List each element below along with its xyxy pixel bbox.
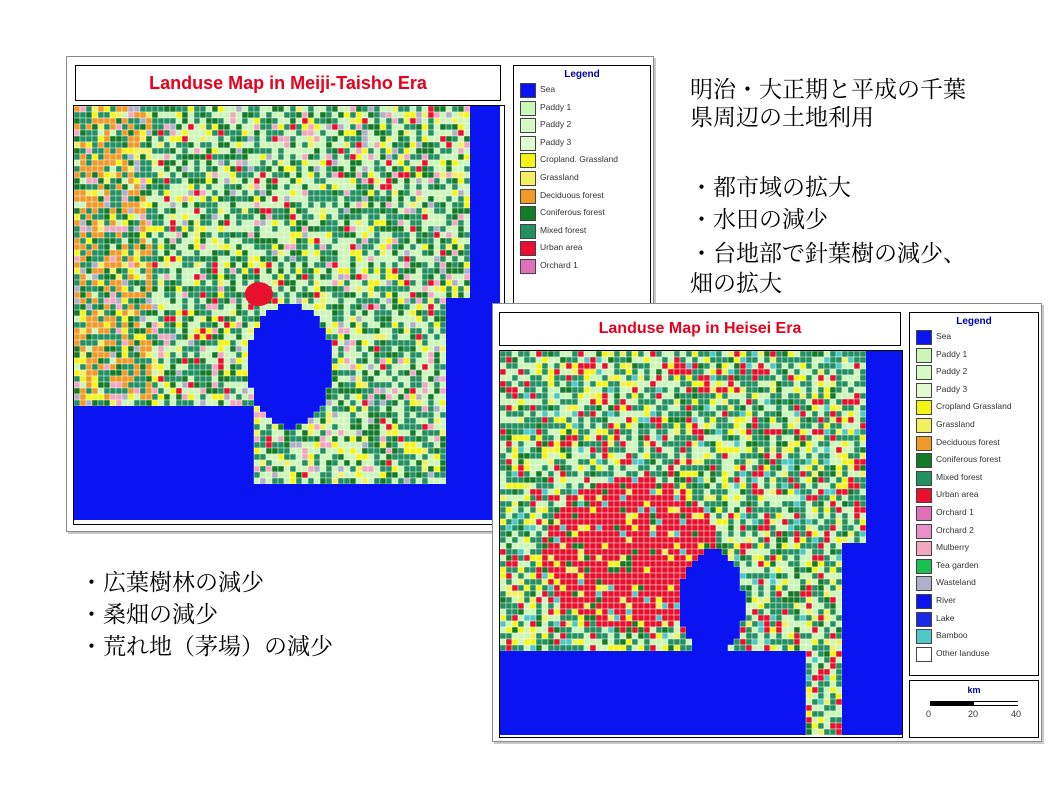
meiji-legend-item: [514, 134, 650, 152]
legend-swatch: [916, 576, 932, 591]
legend-label: Cropland. Grassland: [540, 154, 618, 165]
legend-swatch: [916, 436, 932, 451]
bullet-mulberry-decrease: ・桑畑の減少: [80, 602, 218, 628]
legend-label: Urban area: [936, 489, 979, 500]
legend-label: Mulberry: [936, 542, 970, 553]
scale-tick-40: 40: [1011, 709, 1022, 719]
heading-line-1: 明治・大正期と平成の千葉: [690, 77, 966, 103]
legend-label: Coniferous forest: [936, 454, 1001, 465]
scale-unit: km: [967, 685, 981, 695]
tokyo-urban-area: [245, 282, 273, 306]
legend-label: Other landuse: [936, 647, 990, 658]
legend-label: Orchard 1: [936, 506, 974, 517]
legend-swatch: [916, 541, 932, 556]
meiji-legend-item: [514, 99, 650, 117]
heisei-legend-item: [910, 328, 1038, 346]
heisei-map-panel: [492, 303, 1042, 742]
map-cells: [74, 106, 500, 520]
heisei-legend-item: [910, 486, 1038, 504]
legend-label: Sea: [540, 84, 556, 94]
bullet-urban-expansion: ・都市域の拡大: [690, 175, 851, 201]
heading-line-2: 県周辺の土地利用: [690, 105, 874, 131]
heisei-legend-item: [910, 434, 1038, 452]
legend-swatch: [916, 647, 932, 662]
meiji-legend-item: [514, 187, 650, 205]
scale-bar-white: [974, 701, 1018, 706]
map-cells: [500, 351, 902, 735]
heisei-legend-title: Legend: [956, 316, 992, 327]
bullet-paddy-decrease: ・水田の減少: [690, 207, 828, 233]
legend-swatch: [520, 241, 536, 256]
legend-swatch: [520, 83, 536, 98]
legend-label: Sea: [936, 331, 952, 341]
legend-swatch: [916, 506, 932, 521]
heisei-legend-item: [910, 522, 1038, 540]
legend-label: Paddy 2: [540, 119, 572, 130]
legend-swatch: [520, 136, 536, 151]
legend-label: Tea garden: [936, 559, 979, 570]
heisei-legend-item: [910, 363, 1038, 381]
heisei-legend: [909, 312, 1039, 676]
legend-label: Orchard 2: [936, 524, 974, 535]
legend-label: Deciduous forest: [540, 189, 604, 200]
heisei-legend-item: [910, 451, 1038, 469]
meiji-legend-item: [514, 116, 650, 134]
meiji-landuse-map: [73, 105, 505, 525]
heisei-legend-item: [910, 627, 1038, 645]
bullet-conifer-decrease: ・台地部で針葉樹の減少、: [690, 241, 966, 267]
bullet-field-expansion: 畑の拡大: [690, 271, 782, 297]
legend-swatch: [916, 524, 932, 539]
legend-label: Coniferous forest: [540, 207, 605, 218]
heisei-legend-item: [910, 557, 1038, 575]
legend-swatch: [916, 348, 932, 363]
legend-label: Mixed forest: [936, 471, 983, 482]
legend-swatch: [916, 629, 932, 644]
heisei-legend-item: [910, 592, 1038, 610]
heisei-legend-item: [910, 645, 1038, 663]
meiji-legend-item: [514, 151, 650, 169]
heisei-legend-item: [910, 610, 1038, 628]
legend-label: Grassland: [936, 418, 975, 429]
heisei-legend-list: [910, 328, 1038, 662]
legend-label: Paddy 3: [936, 383, 968, 394]
legend-swatch: [916, 471, 932, 486]
legend-label: Paddy 3: [540, 136, 572, 147]
legend-label: Wasteland: [936, 577, 976, 588]
scale-tick-20: 20: [968, 709, 979, 719]
legend-label: Orchard 1: [540, 259, 578, 270]
scale-bar-black: [930, 701, 974, 706]
heisei-legend-item: [910, 381, 1038, 399]
legend-swatch: [916, 488, 932, 503]
legend-label: Urban area: [540, 242, 583, 253]
heisei-landuse-map: [499, 350, 903, 738]
heisei-legend-item: [910, 416, 1038, 434]
bullet-wasteland-decrease: ・荒れ地（茅場）の減少: [80, 634, 333, 660]
meiji-legend-item: [514, 239, 650, 257]
legend-swatch: [916, 418, 932, 433]
heisei-legend-item: [910, 574, 1038, 592]
heisei-legend-item: [910, 504, 1038, 522]
legend-swatch: [916, 559, 932, 574]
legend-swatch: [916, 330, 932, 345]
meiji-legend-item: [514, 81, 650, 99]
heisei-landuse-grid: [500, 351, 902, 737]
legend-swatch: [916, 400, 932, 415]
legend-swatch: [520, 224, 536, 239]
scale-tick-0: 0: [926, 709, 932, 719]
legend-swatch: [916, 612, 932, 627]
heisei-map-title: Landuse Map in Heisei Era: [499, 312, 901, 346]
legend-swatch: [520, 259, 536, 274]
meiji-legend-item: [514, 222, 650, 240]
legend-label: Grassland: [540, 171, 579, 182]
meiji-map-title: Landuse Map in Meiji-Taisho Era: [75, 65, 501, 101]
legend-swatch: [916, 365, 932, 380]
heisei-legend-item: [910, 398, 1038, 416]
meiji-legend-title: Legend: [564, 69, 600, 80]
heisei-legend-item: [910, 346, 1038, 364]
legend-label: Paddy 1: [936, 348, 968, 359]
legend-swatch: [916, 594, 932, 609]
heisei-scale-bar: [909, 680, 1039, 738]
legend-swatch: [916, 453, 932, 468]
meiji-legend-item: [514, 257, 650, 275]
legend-label: Cropland Grassland: [936, 401, 1012, 412]
legend-swatch: [520, 153, 536, 168]
legend-swatch: [520, 206, 536, 221]
meiji-legend-list: [514, 81, 650, 275]
legend-swatch: [520, 118, 536, 133]
legend-swatch: [520, 171, 536, 186]
legend-swatch: [916, 383, 932, 398]
legend-label: Paddy 1: [540, 101, 572, 112]
meiji-legend-item: [514, 204, 650, 222]
legend-swatch: [520, 101, 536, 116]
legend-label: Lake: [936, 612, 955, 623]
legend-label: Paddy 2: [936, 366, 968, 377]
legend-label: River: [936, 594, 956, 605]
meiji-landuse-grid: [74, 106, 504, 524]
bullet-broadleaf-decrease: ・広葉樹林の減少: [80, 570, 264, 596]
heisei-legend-item: [910, 539, 1038, 557]
legend-label: Deciduous forest: [936, 436, 1000, 447]
meiji-legend-item: [514, 169, 650, 187]
legend-swatch: [520, 189, 536, 204]
heisei-legend-item: [910, 469, 1038, 487]
legend-label: Mixed forest: [540, 224, 587, 235]
legend-label: Bamboo: [936, 630, 968, 641]
